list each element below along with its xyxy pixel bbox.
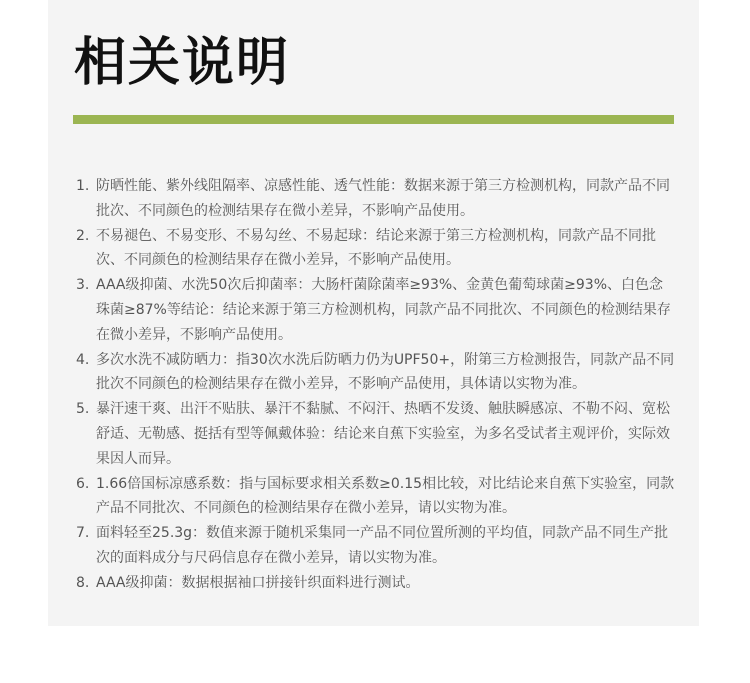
title-underline <box>73 115 674 124</box>
note-text: 暴汗速干爽、出汗不贴肤、暴汗不黏腻、不闷汗、热晒不发烫、触肤瞬感凉、不勒不闷、宽松舒适、无勒感、挺括有型等佩戴体验：结论来自蕉下实验室，为多名受试者主观评价，实际效果因人而异。 <box>96 401 670 467</box>
note-number: 1. <box>76 178 90 194</box>
note-number: 7. <box>76 525 90 542</box>
list-item <box>76 571 676 596</box>
note-number: 2. <box>76 227 90 244</box>
note-text: 不易褪色、不易变形、不易勾丝、不易起球：结论来源于第三方检测机构，同款产品不同批次、不同颜色的检测结果存在微小差异，不影响产品使用。 <box>96 227 656 269</box>
list-item <box>76 224 676 274</box>
page-title: 相关说明 <box>74 33 291 93</box>
note-number: 4. <box>76 351 90 368</box>
note-number: 6. <box>76 475 90 492</box>
list-item <box>76 397 676 471</box>
note-text: AAA级抑菌：数据根据袖口拼接针织面料进行测试。 <box>96 574 420 591</box>
note-text: 1.66倍国标凉感系数：指与国标要求相关系数≥0.15相比较，对比结论来自蕉下实验室，同款产品不同批次、不同颜色的检测结果存在微小差异，请以实物为准。 <box>96 475 675 517</box>
list-item <box>76 348 676 398</box>
list-item <box>76 273 676 347</box>
note-number: 5. <box>76 401 90 418</box>
note-text: 多次水洗不减防晒力：指30次水洗后防晒力仍为UPF50+，附第三方检测报告，同款产品不同批次不同颜色的检测结果存在微小差异，不影响产品使用，具体请以实物为准。 <box>96 351 675 393</box>
note-text: AAA级抑菌、水洗50次后抑菌率：大肠杆菌除菌率≥93%、金黄色葡萄球菌≥93%、白色念珠菌≥87%等结论：结论来源于第三方检测机构，同款产品不同批次、不同颜色的检测结果存在微小差异，不影响产品使用。 <box>96 277 671 343</box>
notes-list <box>76 174 676 596</box>
note-text: 面料轻至25.3g：数值来源于随机采集同一产品不同位置所测的平均值，同款产品不同生产批次的面料成分与尺码信息存在微小差异，请以实物为准。 <box>96 525 669 566</box>
note-number: 3. <box>76 277 90 294</box>
note-number: 8. <box>76 574 90 591</box>
list-item <box>76 174 676 224</box>
note-text: 防晒性能、紫外线阻隔率、凉感性能、透气性能：数据来源于第三方检测机构，同款产品不同批次、不同颜色的检测结果存在微小差异，不影响产品使用。 <box>96 178 670 219</box>
list-item <box>76 521 676 571</box>
list-item <box>76 472 676 522</box>
